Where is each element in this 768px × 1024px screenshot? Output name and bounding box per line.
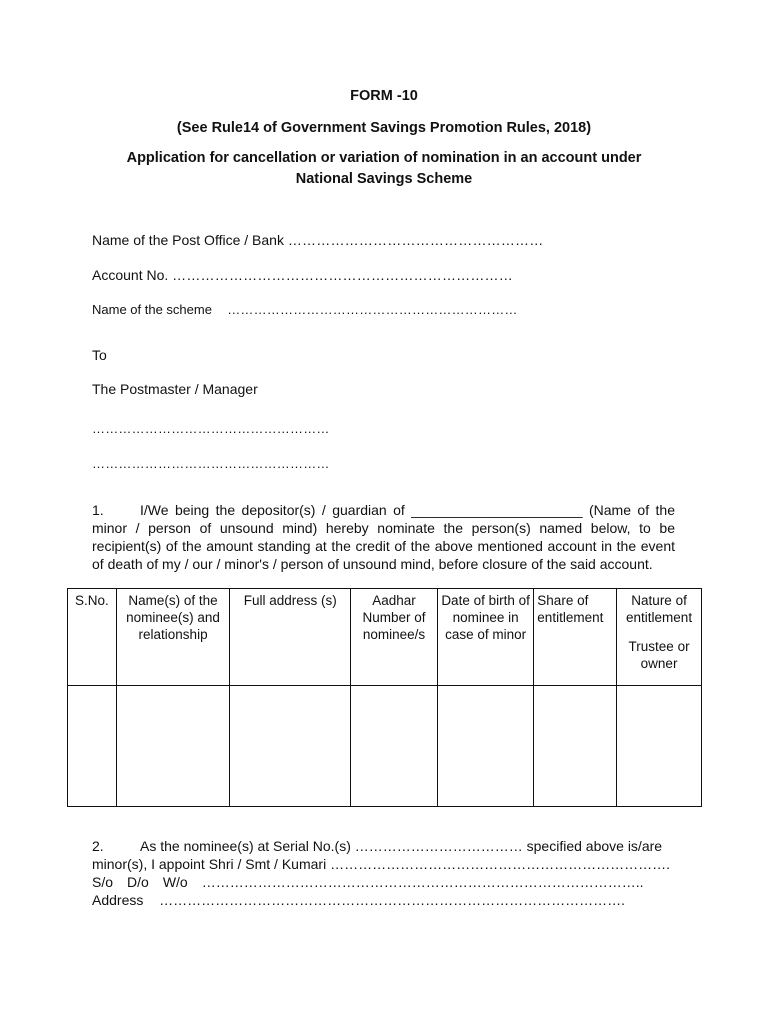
nature-subheading: Trustee or owner [628, 639, 690, 671]
paragraph-number-2: 2. [92, 838, 104, 854]
post-office-label: Name of the Post Office / Bank [92, 232, 284, 248]
guardian-line-1: 2. As the nominee(s) at Serial No.(s) ……………………………… specified above is/are [92, 838, 663, 854]
col-header-share: Share of entitlement [534, 589, 617, 686]
form-number: FORM -10 [350, 88, 418, 104]
cell-name[interactable] [116, 686, 229, 807]
addressee-blank-2[interactable]: ……………………………………………… [92, 456, 330, 471]
address-line[interactable] [92, 891, 677, 909]
post-office-field[interactable] [92, 232, 543, 248]
table-header-row [68, 589, 702, 686]
address-blank[interactable]: ………………………………………………………………………………………. [159, 892, 626, 908]
account-number-label: Account No. [92, 267, 169, 283]
col-header-aadhar: Aadhar Number of nominee/s [351, 589, 438, 686]
relation-w: W/o [162, 874, 188, 890]
addressee-title: The Postmaster / Manager [92, 381, 258, 397]
table-row [68, 686, 702, 807]
col-header-name: Name(s) of the nominee(s) and relationship [116, 589, 229, 686]
to-label: To [92, 347, 107, 363]
addressee-blank-1[interactable]: ……………………………………………… [92, 421, 330, 436]
col-header-nature: Nature of entitlement Trustee or owner [617, 589, 702, 686]
relation-s: S/o [92, 874, 114, 890]
cell-share[interactable] [534, 686, 617, 807]
guardian-line-2[interactable]: minor(s), I appoint Shri / Smt / Kumari ………………………………………………………………. [92, 856, 670, 872]
col-header-address: Full address (s) [230, 589, 351, 686]
form-title-line1: Application for cancellation or variation of nomination in an account under [126, 150, 642, 166]
cell-dob[interactable] [437, 686, 533, 807]
col-header-dob: Date of birth of nominee in case of minor [437, 589, 533, 686]
address-label: Address [92, 892, 144, 908]
cell-address[interactable] [230, 686, 351, 807]
paragraph-number: 1. [92, 502, 104, 518]
post-office-blank[interactable]: ……………………………………………… [287, 232, 544, 248]
cell-sno[interactable] [68, 686, 117, 807]
account-number-field[interactable] [92, 267, 513, 283]
col-header-sno: S.No. [68, 589, 117, 686]
relation-blank[interactable]: ………………………………………………………………………………….. [201, 874, 644, 890]
form-title-line2: National Savings Scheme [295, 171, 473, 187]
scheme-name-blank[interactable]: ………………………………………………………… [227, 302, 518, 317]
nomination-paragraph [92, 501, 675, 573]
account-number-blank[interactable]: ……………………………………………………………… [172, 267, 513, 283]
cell-aadhar[interactable] [351, 686, 438, 807]
relation-line[interactable] [92, 873, 677, 891]
nominee-table [67, 588, 702, 807]
scheme-name-field[interactable] [92, 302, 518, 317]
cell-nature[interactable] [617, 686, 702, 807]
rule-reference: (See Rule14 of Government Savings Promotion Rules, 2018) [176, 120, 592, 136]
guardian-paragraph [92, 837, 677, 909]
nomination-text: I/We being the depositor(s) / guardian of ______________________ (Name of the minor / person of unsound mind) hereby nominate the person(s) named below, to be recipient(s) of the amount standing at the credit of the above mentioned account in the event of death of my / our / minor's / person of unsound mind, before closure of the said account. [92, 502, 675, 572]
scheme-name-label: Name of the scheme [92, 302, 212, 317]
relation-d: D/o [127, 874, 149, 890]
